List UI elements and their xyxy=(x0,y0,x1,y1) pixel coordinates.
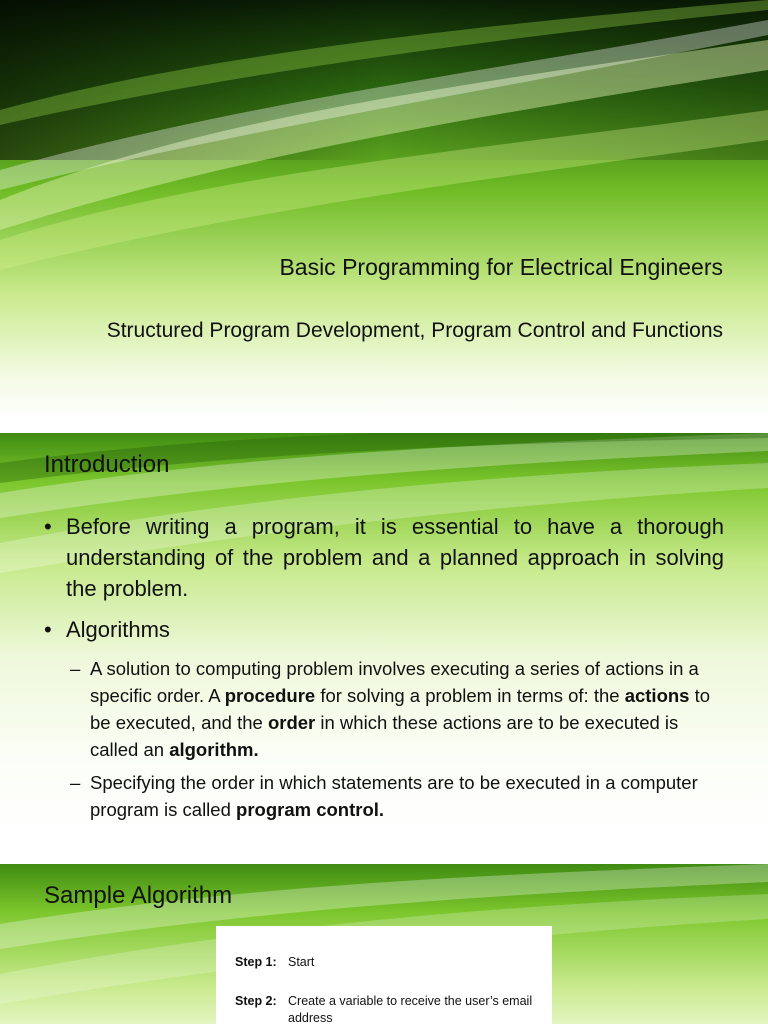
algorithm-step xyxy=(235,993,535,1024)
text-run: to be executed, and the xyxy=(90,685,711,733)
introduction-slide xyxy=(0,433,768,838)
slide-title: Sample Algorithm xyxy=(44,882,233,909)
presentation-subtitle: Structured Program Development, Program Control and Functions xyxy=(106,319,723,342)
text-run: in which these actions are to be executed is called an xyxy=(90,712,679,760)
bold-term: order xyxy=(267,712,316,733)
slide-title: Introduction xyxy=(44,451,170,478)
sample-algorithm-slide xyxy=(0,864,768,1024)
algorithm-step xyxy=(235,954,535,971)
text-run: for solving a problem in terms of: the xyxy=(315,685,625,706)
title-slide xyxy=(0,0,768,420)
step-label: Step 2: xyxy=(235,994,277,1008)
bold-term: program control. xyxy=(236,799,385,820)
step-label: Step 1: xyxy=(235,955,277,969)
bold-term: procedure xyxy=(224,685,316,706)
green-wave-background xyxy=(0,0,768,420)
text-run: A solution to computing problem involves executing a series of actions in a specific order. A xyxy=(90,658,699,706)
bullet-list xyxy=(44,511,724,829)
step-text: Create a variable to receive the user’s email address xyxy=(288,994,533,1024)
bold-term: algorithm. xyxy=(169,739,259,760)
bold-term: actions xyxy=(624,685,690,706)
sub-bullet-item xyxy=(44,655,724,763)
dash-marker: – xyxy=(70,772,81,793)
step-text: Start xyxy=(288,955,315,969)
presentation-title: Basic Programming for Electrical Engineers xyxy=(279,254,723,280)
bullet-item: • Algorithms xyxy=(44,614,724,645)
algorithm-box xyxy=(216,926,552,1024)
dash-marker: – xyxy=(70,658,81,679)
sub-bullet-item xyxy=(44,769,724,823)
text-run: Specifying the order in which statements are to be executed in a computer program is called xyxy=(90,772,698,820)
bullet-item: • Before writing a program, it is essential to have a thorough understanding of the problem and a planned approach in solving the problem. xyxy=(44,511,724,604)
